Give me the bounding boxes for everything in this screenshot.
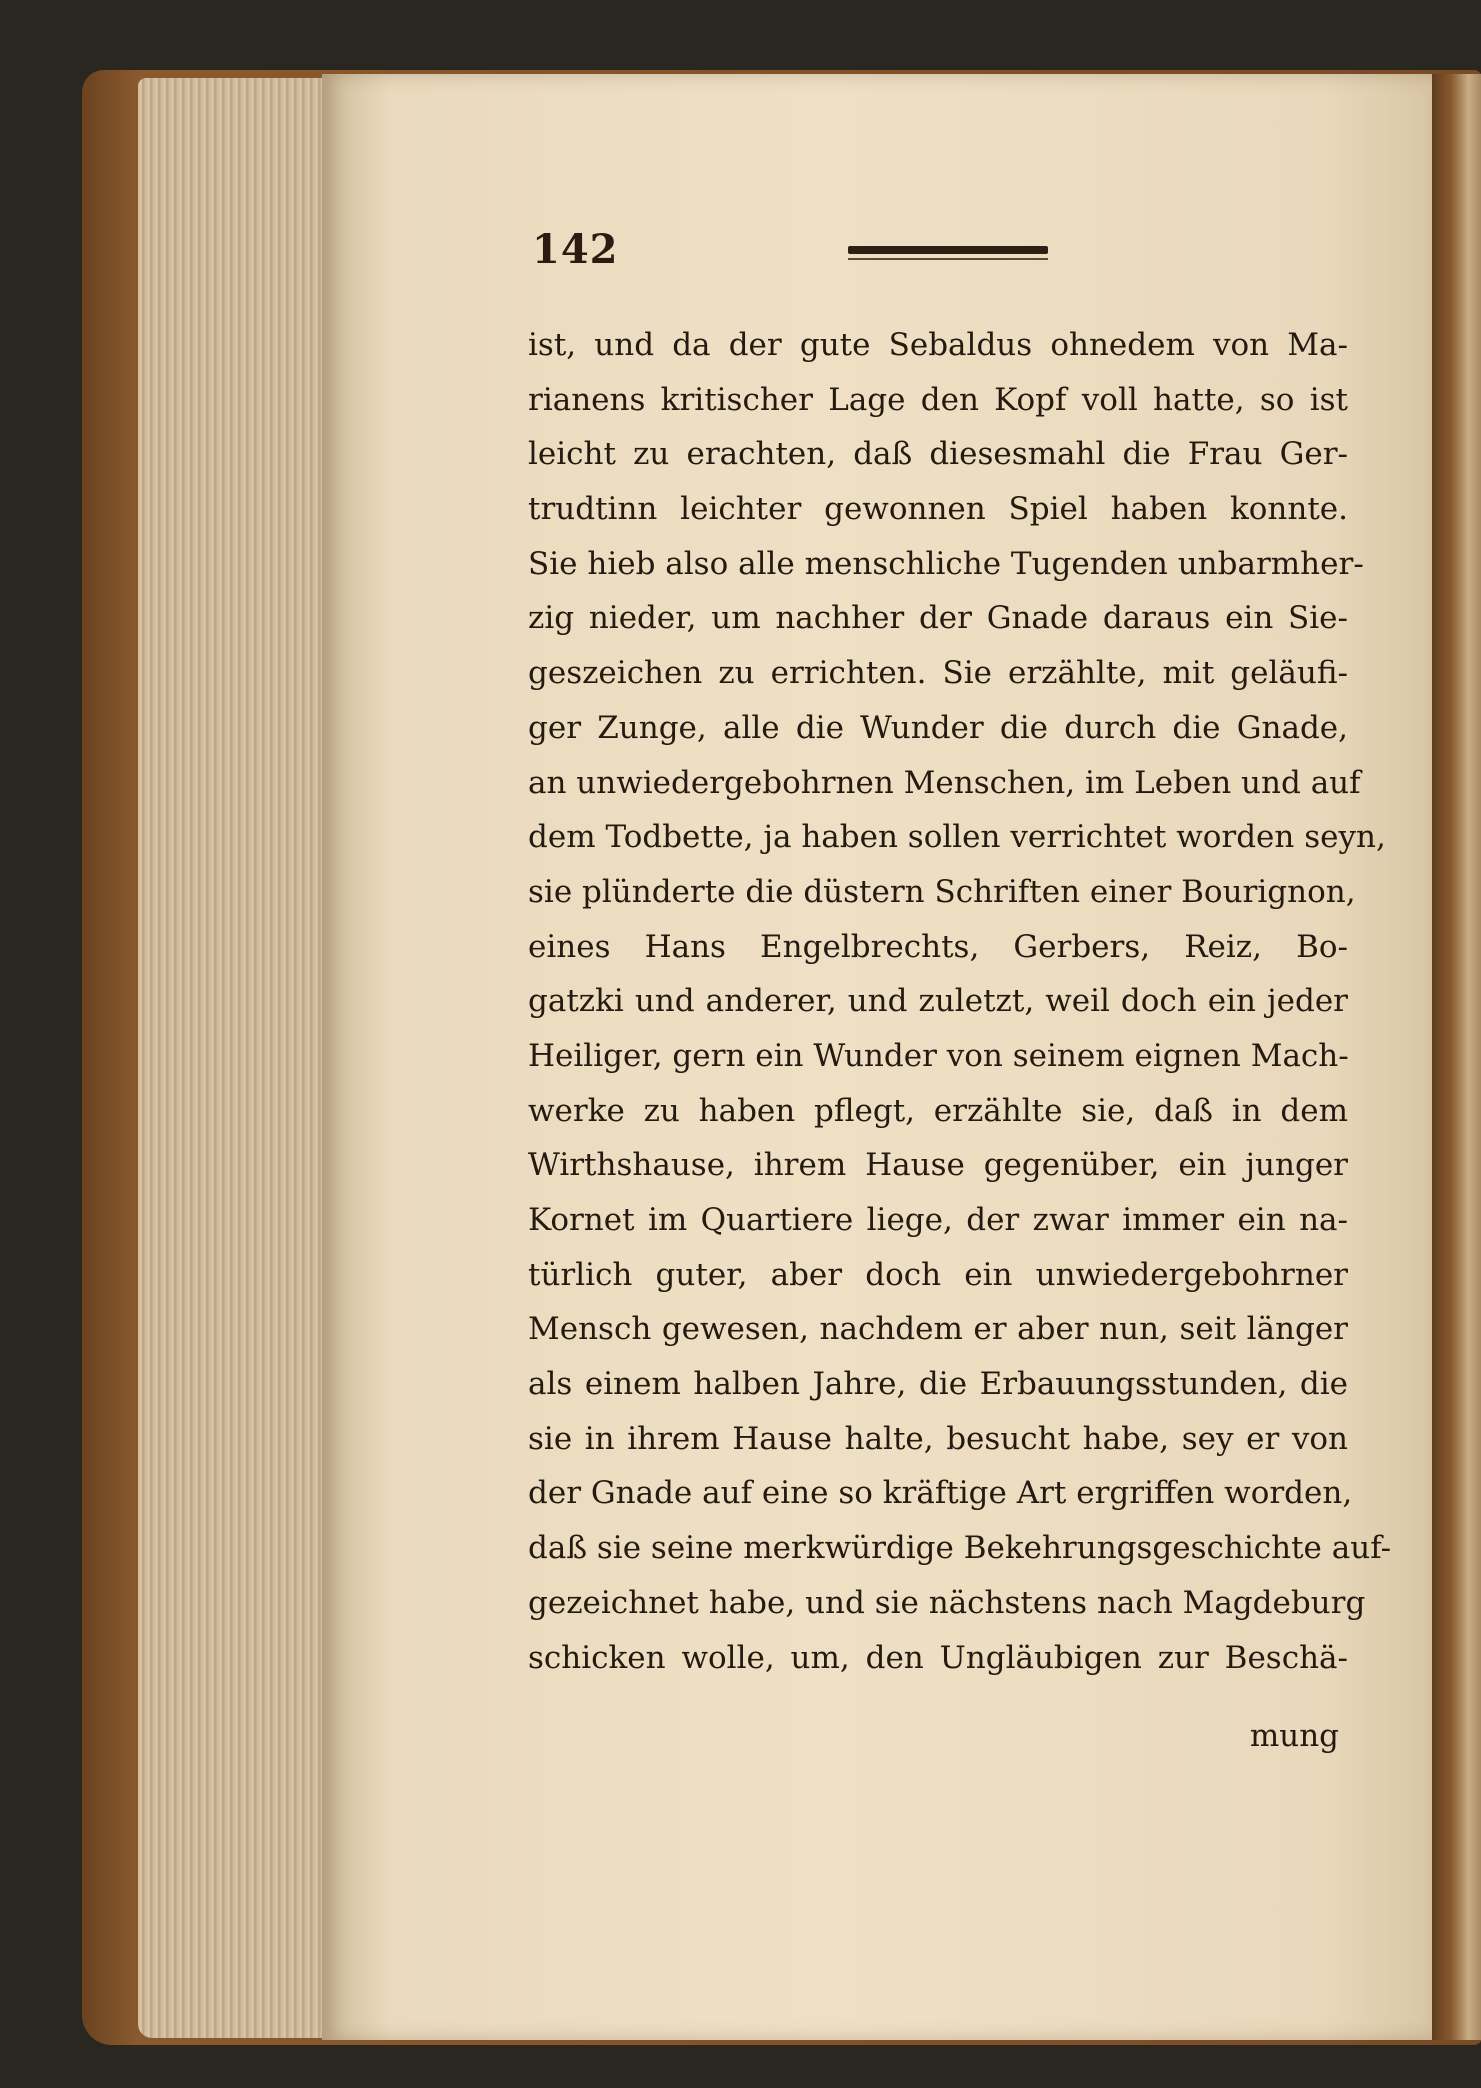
text-line: ger Zunge, alle die Wunder die durch die Gnade, xyxy=(528,709,1348,746)
text-line: Heiliger, gern ein Wunder von seinem eignen Mach- xyxy=(528,1037,1349,1074)
text-line: leicht zu erachten, daß diesesmahl die Frau Ger- xyxy=(528,436,1348,473)
text-line: Kornet im Quartiere liege, der zwar immer ein na- xyxy=(528,1202,1348,1238)
text-line: daß sie seine merkwürdige Bekehrungsgeschichte auf- xyxy=(528,1530,1392,1567)
page-edges xyxy=(138,78,338,2038)
text-line: Sie hieb also alle menschliche Tugenden unbarmher- xyxy=(528,545,1364,582)
text-line: türlich guter, aber doch ein unwiedergebohrner xyxy=(528,1256,1348,1293)
text-line: Mensch gewesen, nachdem er aber nun, seit länger xyxy=(528,1311,1348,1348)
text-line: dem Todbette, ja haben sollen verrichtet worden seyn, xyxy=(528,819,1386,856)
text-line: gatzki und anderer, und zuletzt, weil doch ein jeder xyxy=(528,983,1348,1020)
text-line: gezeichnet habe, und sie nächstens nach Magdeburg xyxy=(528,1584,1366,1621)
text-line: der Gnade auf eine so kräftige Art ergriffen worden, xyxy=(528,1475,1353,1512)
text-line: rianens kritischer Lage den Kopf voll hatte, so ist xyxy=(528,381,1348,418)
body-text xyxy=(528,318,1392,1685)
text-line: ist, und da der gute Sebaldus ohnedem von Ma- xyxy=(528,327,1348,363)
page-number: 142 xyxy=(532,226,619,273)
header-rule xyxy=(848,246,1048,254)
text-line: sie plünderte die düstern Schriften einer Bourignon, xyxy=(528,873,1356,910)
text-line: als einem halben Jahre, die Erbauungsstunden, die xyxy=(528,1366,1348,1403)
text-line: schicken wolle, um, den Ungläubigen zur Beschä- xyxy=(528,1639,1348,1676)
text-line: eines Hans Engelbrechts, Gerbers, Reiz, Bo- xyxy=(528,928,1348,965)
text-line: an unwiedergebohrnen Menschen, im Leben und auf xyxy=(528,764,1361,801)
text-line: zig nieder, um nachher der Gnade daraus ein Sie- xyxy=(528,600,1348,637)
text-line: trudtinn leichter gewonnen Spiel haben konnte. xyxy=(528,491,1348,528)
header-rule-thin xyxy=(848,258,1048,260)
text-line: Wirthshause, ihrem Hause gegenüber, ein junger xyxy=(528,1147,1348,1184)
text-line: werke zu haben pflegt, erzählte sie, daß in dem xyxy=(528,1092,1348,1129)
next-page-edge xyxy=(1432,74,1481,2040)
text-line: sie in ihrem Hause halte, besucht habe, sey er von xyxy=(528,1420,1348,1457)
catchword: mung xyxy=(1249,1718,1339,1754)
text-line: geszeichen zu errichten. Sie erzählte, mit geläufi- xyxy=(528,655,1348,692)
